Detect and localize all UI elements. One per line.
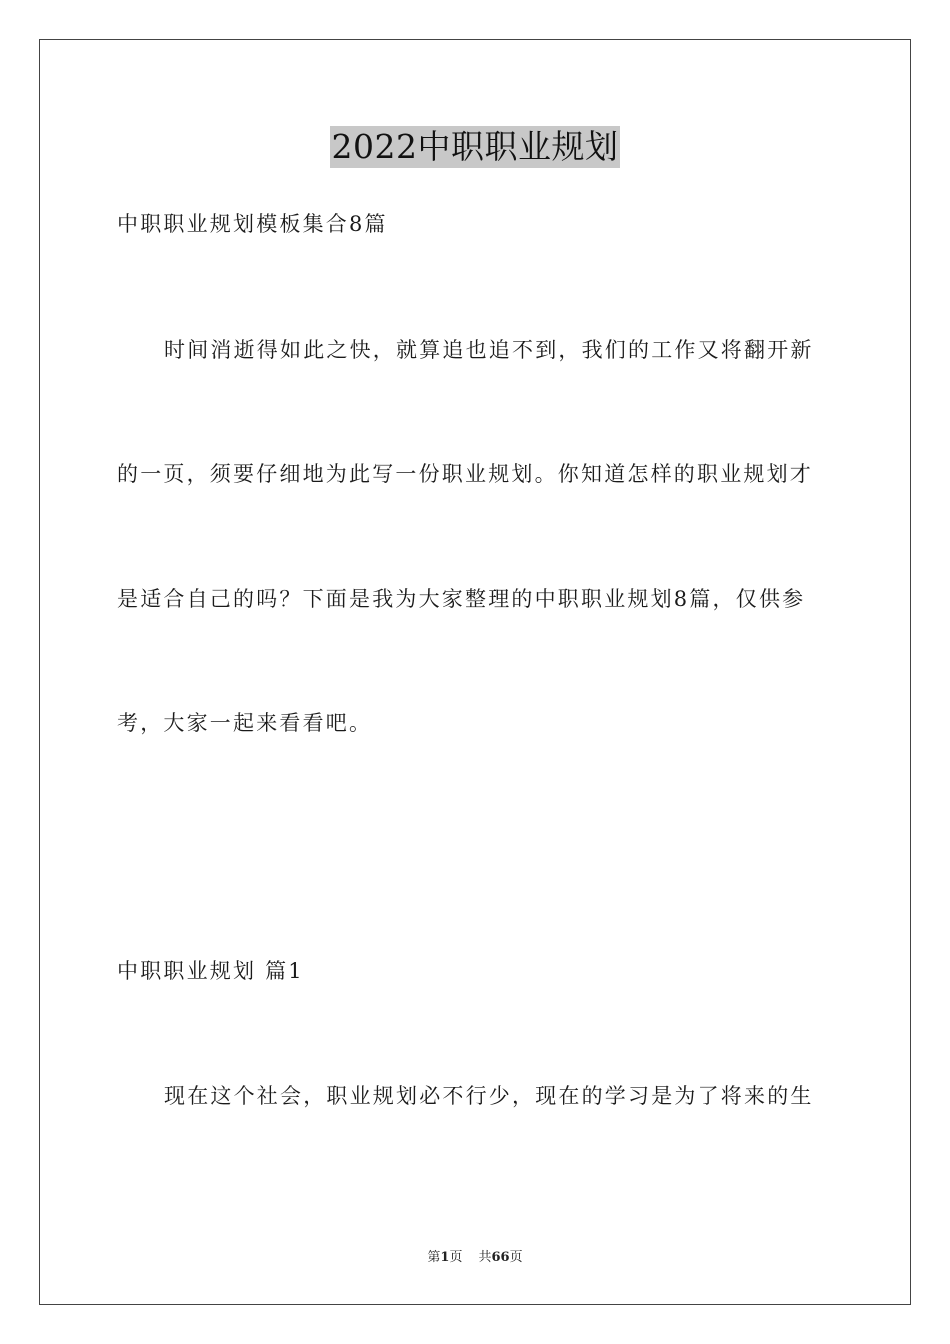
footer-page-number: 1 [440, 1250, 450, 1265]
footer-total-suffix: 页 [509, 1250, 523, 1265]
section-heading: 中职职业规划 篇1 [117, 959, 304, 983]
intro-line-1: 时间消逝得如此之快，就算追也追不到，我们的工作又将翻开新 [164, 338, 814, 362]
intro-line-4: 考，大家一起来看看吧。 [117, 711, 373, 735]
intro-line-2: 的一页，须要仔细地为此写一份职业规划。你知道怎样的职业规划才 [117, 462, 813, 486]
intro-line-3: 是适合自己的吗？下面是我为大家整理的中职职业规划8篇，仅供参 [117, 587, 806, 611]
document-subtitle: 中职职业规划模板集合8篇 [117, 212, 388, 236]
title-container [0, 126, 950, 168]
section-line-1: 现在这个社会，职业规划必不行少，现在的学习是为了将来的生 [164, 1084, 814, 1108]
footer-total-pages: 66 [491, 1250, 510, 1265]
document-title: 2022中职职业规划 [331, 127, 619, 166]
footer-page-prefix: 第 [427, 1250, 441, 1265]
footer-page-suffix: 页 [449, 1250, 463, 1265]
page-footer [0, 1246, 950, 1265]
footer-total-prefix: 共 [478, 1250, 492, 1265]
